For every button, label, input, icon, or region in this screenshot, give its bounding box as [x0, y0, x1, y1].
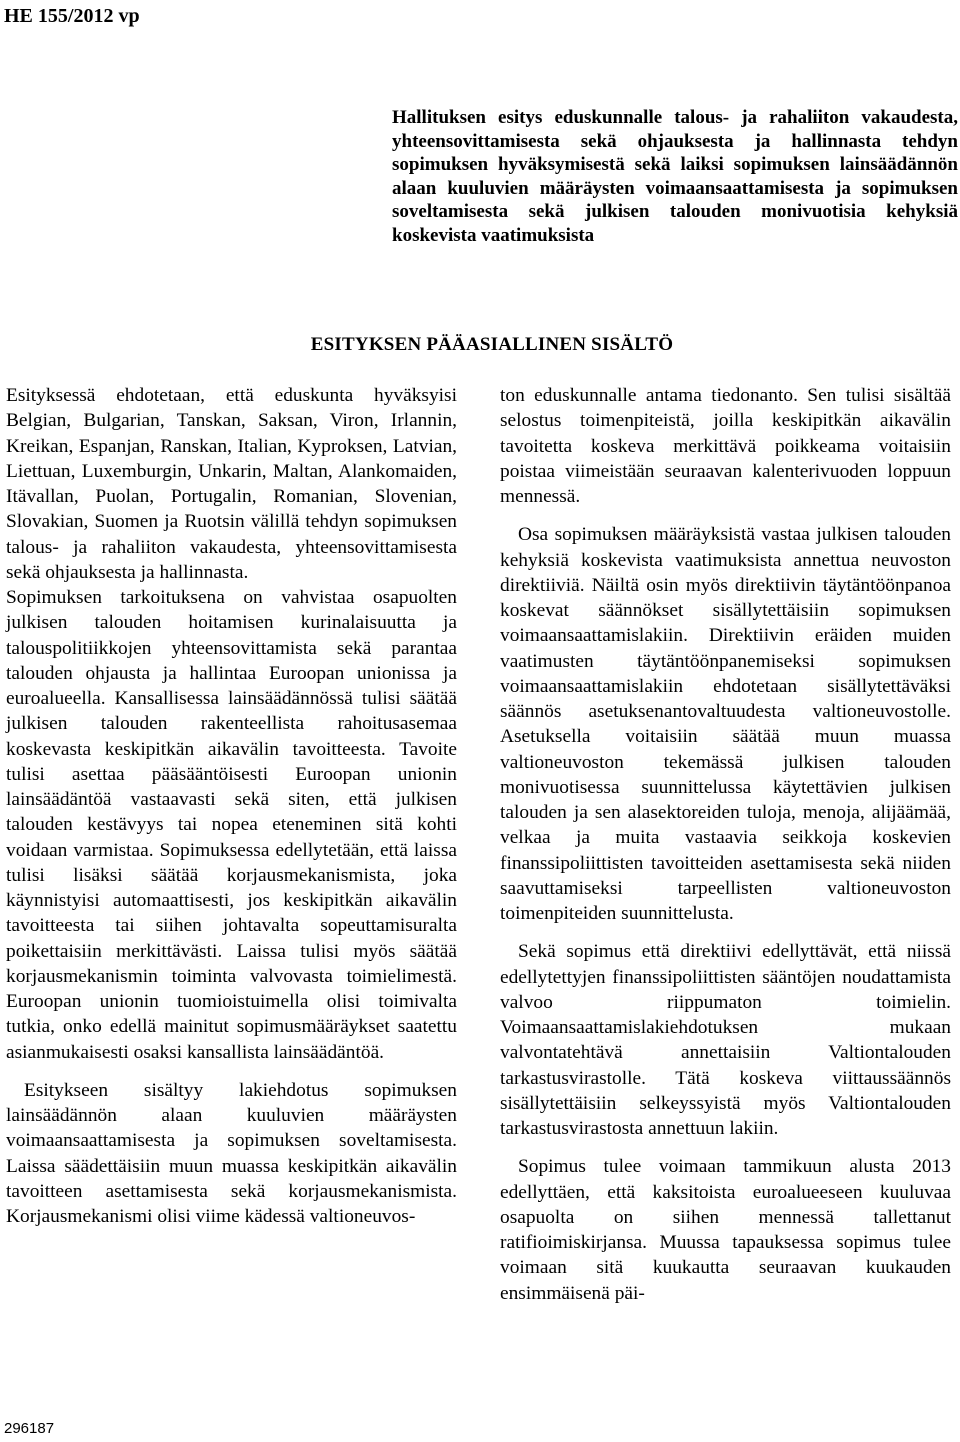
document-id: HE 155/2012 vp [4, 5, 140, 27]
left-paragraph-2: Sopimuksen tarkoituksena on vahvistaa osapuolten julkisen talouden hoitamisen kurinalaisuutta ja talouspolitiikkojen yhteensovittamista sekä parantaa talouden ohjausta ja hallintaa Euroopan unionissa ja euroalueella. Kansallisessa lainsäädännössä tulisi säätää julkisen talouden rakenteellista rahoitusasemaa koskevasta keskipitkän aikavälin tavoitteesta. Tavoite tulisi asettaa pääsääntöisesti Euroopan unionin lainsäädäntöä vastaavasti sekä siten, että julkisen talouden kestävyys tai nopea eteneminen sitä kohti voidaan varmistaa. Sopimuksessa edellytetään, että laissa tulisi lisäksi säätää korjausmekanismista, joka käynnistyisi automaattisesti, jos keskipitkän aikavälin tavoitteesta tai siihen johtavalta sopeuttamisuralta poikettaisiin merkittävästi. Laissa tulisi myös säätää korjausmekanismin toiminta valvovasta toimielimestä. Euroopan unionin tuomioistuimella olisi toimivalta tutkia, onko edellä mainitut sopimusmääräykset saatettu asianmukaisesti osaksi kansallista lainsäädäntöä. [6, 587, 457, 1063]
footer-document-code: 296187 [4, 1420, 55, 1437]
left-paragraph-3: Esitykseen sisältyy lakiehdotus sopimuksen lainsäädännön alaan kuuluvien määräysten voimaansaattamisesta ja sopimuksen soveltamisesta. Laissa säädettäisiin muun muassa keskipitkän aikavälin tavoitteen asettamisesta sekä korjausmekanismista. Korjausmekanismi olisi viime kädessä valtioneuvos- [6, 1079, 457, 1227]
left-text-column [6, 383, 457, 1229]
right-paragraph-2: Osa sopimuksen määräyksistä vastaa julkisen talouden kehyksiä koskevista vaatimuksista annettua neuvoston direktiiviä. Näiltä osin myös direktiivin täytäntöönpanoa koskevat säännökset sisällytettäisiin sopimuksen voimaansaattamislakiin. Direktiivin eräiden muiden vaatimusten täytäntöönpanemiseksi sopimuksen voimaansaattamislakiin ehdotetaan sisällytettäväksi säännös asetuksenantovaltuudesta valtioneuvostolle. Asetuksella voitaisiin säätää muun muassa valtioneuvoston tekemässä julkisen talouden monivuotisessa suunnittelussa käytettävien julkisen talouden ja sen alasektoreiden tuloja, menoja, alijäämää, velkaa ja muita vastaavia seikkoja koskevien finanssipoliittisten tavoitteiden asettamisesta sekä niiden saavuttamiseksi tarpeellisten valtioneuvoston toimenpiteiden suunnittelusta. [500, 524, 951, 924]
section-heading: ESITYKSEN PÄÄASIALLINEN SISÄLTÖ [310, 334, 674, 355]
right-paragraph-1: ton eduskunnalle antama tiedonanto. Sen tulisi sisältää selostus toimenpiteistä, joilla keskipitkän aikavälin tavoitetta koskeva merkittävä poikkeama voitaisiin poistaa viimeistään seuraavan kalenterivuoden loppuun mennessä. [500, 385, 951, 507]
right-text-column [500, 383, 951, 1306]
left-paragraph-1: Esityksessä ehdotetaan, että eduskunta hyväksyisi Belgian, Bulgarian, Tanskan, Saksan, Viron, Irlannin, Kreikan, Espanjan, Ranskan, Italian, Kyproksen, Latvian, Liettuan, Luxemburgin, Unkarin, Maltan, Alankomaiden, Itävallan, Puolan, Portugalin, Romanian, Slovenian, Slovakian, Suomen ja Ruotsin välillä tehdyn sopimuksen talous- ja rahaliiton vakaudesta, yhteensovittamisesta sekä ohjauksesta ja hallinnasta. [6, 385, 457, 583]
right-paragraph-4: Sopimus tulee voimaan tammikuun alusta 2013 edellyttäen, että kaksitoista euroalueeseen kuuluvaa osapuolta on siihen mennessä tallettanut ratifioimiskirjansa. Muussa tapauksessa sopimus tulee voimaan sitä kuukautta seuraavan kuukauden ensimmäisenä päi- [500, 1156, 951, 1304]
right-paragraph-3: Sekä sopimus että direktiivi edellyttävät, että niissä edellytettyjen finanssipoliittisten sääntöjen noudattamista valvoo riippumaton toimielin. Voimaansaattamislakiehdotuksen mukaan valvontatehtävä annettaisiin Valtiontalouden tarkastusvirastolle. Tätä koskeva viittaussäännös sisällytettäisiin selkeyssyistä myös Valtiontalouden tarkastusvirastosta annettuun lakiin. [500, 941, 951, 1139]
document-title: Hallituksen esitys eduskunnalle talous- ja rahaliiton vakaudesta, yhteensovittamisesta sekä ohjauksesta ja hallinnasta tehdyn sopimuksen hyväksymisestä sekä laiksi sopimuksen lainsäädännön alaan kuuluvien määräysten voimaansaattamisesta ja sopimuksen soveltamisesta sekä julkisen talouden monivuotisia kehyksiä koskevista vaatimuksista [392, 107, 958, 246]
